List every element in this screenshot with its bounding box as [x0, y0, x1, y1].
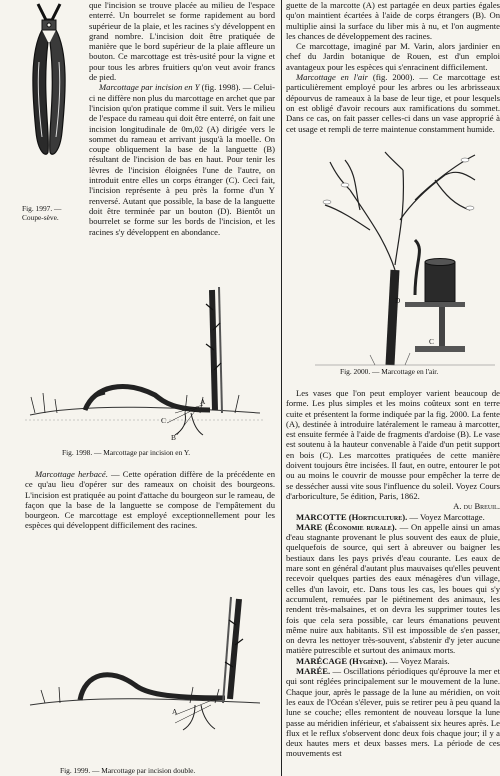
fig-1998-label-c: C [161, 416, 166, 425]
fig-1998-label-b: B [171, 433, 176, 442]
fig-1999-caption: Fig. 1999. — Marcottage par incision double. [60, 766, 196, 775]
column-rule [281, 0, 282, 776]
entry-maree-text: — Oscillations périodiques qu'éprouve la mer et qui sont réglées principalement sur le mouvement de la lune. Chaque jour, après le passage de la lune au méridien, on voit les eaux de l'Océan s'élever, puis se retirer peu à peu quand la lune se couche; elles remontent de nouveau lorsque la lune passe au méridien inférieur, et s'abaissent six heures après. Le flux et le reflux s'observent donc deux fois chaque jour; il y a deux hautes mers et deux basses mers. La période de ces mouvements est [286, 666, 500, 759]
figure-1999-double-incision [25, 595, 265, 735]
paragraph-2 [89, 82, 275, 236]
vases-paragraph: Les vases que l'on peut employer varient beaucoup de forme. Les plus simples et les moins coûteux sont en terre cuite et présentent la forme indiquée par la fig. 2000. La fente (A), destinée à introduire latéralement le rameau à marcotter, est ensuite fermée à l'aide de fragments d'ardoise (B). Le vase est soutenu à la hauteur convenable à l'aide d'un petit support en bois (C). Les marcottes pratiquées de cette manière doivent toujours être incisées. Il faut, en outre, entourer le pot ou au moins le couvrir de mousse pour empêcher la terre de se dessécher aussi vite sous l'influence du soleil. Voyez Cours d'arboriculture, 5e édition, Paris, 1862. [286, 388, 500, 501]
heading-air: Marcottage en l'air [296, 72, 368, 83]
heading-y: Marcottage par incision en Y [99, 82, 200, 93]
right-paragraph-2: Ce marcottage, imaginé par M. Varin, alors jardinier en chef du Jardin botanique de Rouen, est d'un emploi avantageux pour les espèces qui s'enracinent difficilement. [286, 41, 500, 72]
entry-mare-head: MARE (Économie rurale). [296, 521, 397, 532]
entry-mare-text: — On appelle ainsi un amas d'eau stagnante provenant le plus souvent des eaux de pluie, quelquefois de source, qui sert à abreuver ou baigner les bestiaux dans les pays privés d'eau courante. Les eaux de mare sont en général d'autant plus mauvaises qu'elles peuvent recevoir quelques parties des eaux ménagères d'un village, celles d'un lavoir, etc. Dans tous les cas, les boues qui s'y accumulent, remuées par le piétinement des animaux, les rendent très-malsaines, et on devra les supprimer toutes les fois que cela sera possible, car leurs émanations peuvent même nuire aux habitants. S'il est impossible de s'en passer, on devra les nettoyer très-souvent, s'abstenir d'y jeter aucune matière putrescible et surtout des animaux morts. [286, 521, 500, 656]
fig-1997-number: Fig. 1997. — [22, 204, 62, 213]
right-paragraph-3-body: (fig. 2000). — Ce marcottage est particulièrement employé pour les arbres ou les arbrisseaux dépourvus de rameaux à la base de leur tige, et pour lesquels on est obligé d'avoir recours aux ramifications du sommet. Dans ce cas, on fait passer celles-ci dans un vase approprié à cet usage et rempli de terre maintenue constamment humide. [286, 72, 500, 134]
right-column-bottom-text [286, 388, 500, 759]
entry-maree [286, 666, 500, 759]
entry-maree-head: MARÉE. [296, 666, 331, 677]
fig-2000-caption: Fig. 2000. — Marcottage en l'air. [340, 367, 439, 376]
entry-mare [286, 522, 500, 656]
paragraph-2-body: (fig. 1998). — Celui-ci ne diffère non plus du marcottage en archet que par l'incision qu'on pratique comme il suit. Vers le milieu de l'espace du rameau qui doit être enterré, on fait une incision longitudinale de 0m,02 (A) dirigée vers le sommet du rameau et arrivant jusqu'à la moelle. On coupe obliquement la base de la languette (B) résultant de l'incision de bas en haut. Pour tenir les lèvres de l'incision éloignées l'une de l'autre, on introduit entre elles un corps étranger (C). Ceci fait, l'incision représente à peu près la forme d'un Y renversé. Autant que possible, la base de la languette doit être terminée par un bouton (D). Bientôt un bourrelet se forme sur les bords de l'incision, et les racines s'y développent en abondance. [89, 82, 275, 237]
herbace-heading: Marcottage herbacé [35, 469, 106, 479]
herbace-paragraph [25, 469, 275, 531]
figure-2000-air-layering [315, 150, 495, 370]
entry-marecage [286, 656, 500, 666]
right-paragraph-1: guette de la marcotte (A) est partagée en deux parties égales qu'on maintient écartées à l'aide de corps étrangers (B). On multiplie ainsi la surface du liber mis à nu, et l'on augmente les chances de développement des racines. [286, 0, 500, 41]
paragraph-1: que l'incision se trouve placée au milieu de l'espace enterré. Un bourrelet se forme rapidement au bord supérieur de la plaie, et les racines s'y développent en grand nombre. L'incision doit être pratiquée de manière que le bord supérieur de la plaie affleure un bouton. Ce marcottage est très-usité pour la vigne et pour tous les arbres fruitiers qu'on veut avoir francs de pied. [89, 0, 275, 83]
entry-marecage-text: — Voyez Marais. [387, 655, 450, 666]
herbace-text: . — Cette opération diffère de la précédente en ce qu'au lieu d'opérer sur des rameaux on choisit des bourgeons. L'incision est pratiquée au point d'attache du bourgeon sur le rameau, de façon que la base de la languette se compose de l'empâtement du bourgeon. Ce marcottage est employé exceptionnellement pour les espèces qui développent difficilement des racines. [25, 469, 275, 531]
entry-marcotte-text: — Voyez Marcottage. [407, 511, 485, 522]
fig-2000-label-c: C [429, 337, 434, 346]
fig-1997-caption: Coupe-sève. [22, 213, 59, 222]
entry-marcotte-head: MARCOTTE (Horticulture). [296, 511, 408, 522]
fig-1998-caption: Fig. 1998. — Marcottage par incision en Y. [62, 448, 191, 457]
right-paragraph-3 [286, 72, 500, 134]
figure-1997-pruning-tool [28, 2, 70, 162]
fig-2000-label-d: D [395, 296, 401, 305]
entry-marecage-head: MARÉCAGE (Hygiène). [296, 655, 388, 666]
right-column-top-text [286, 0, 500, 134]
figure-1998-incision-y [25, 285, 265, 440]
entry-marcotte [286, 512, 500, 522]
left-column-top-text [89, 0, 275, 237]
fig-1998-label-a: A [200, 397, 206, 406]
author-signature: A. du Breuil. [453, 501, 500, 512]
fig-1999-label-a: A [172, 707, 178, 716]
